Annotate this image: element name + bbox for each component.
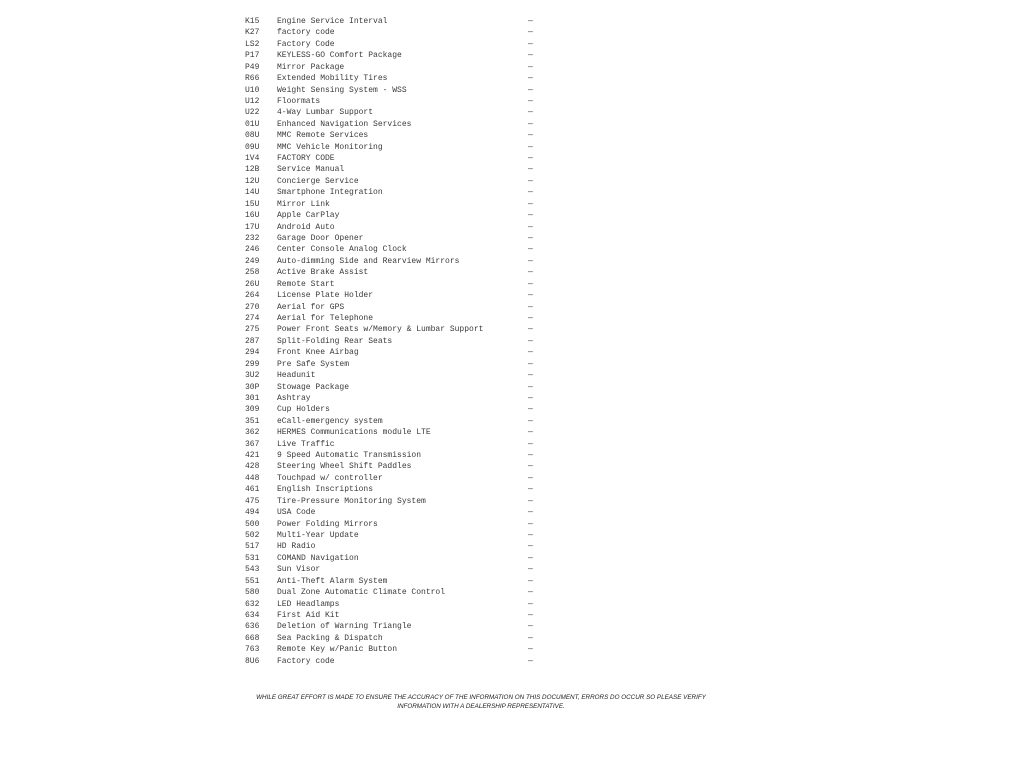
option-description: Dual Zone Automatic Climate Control: [277, 588, 446, 598]
option-code: 12B: [245, 165, 260, 175]
option-row: [245, 290, 545, 301]
option-description: Apple CarPlay: [277, 211, 340, 221]
option-code: 17U: [245, 222, 260, 232]
option-value: —: [528, 496, 533, 506]
option-value: —: [528, 359, 533, 369]
option-value: —: [528, 313, 533, 323]
option-code: 275: [245, 325, 260, 335]
option-row: [245, 153, 545, 164]
option-value: —: [528, 291, 533, 301]
option-description: Ashtray: [277, 393, 311, 403]
option-description: LED Headlamps: [277, 599, 340, 609]
option-code: 232: [245, 234, 260, 244]
option-row: [245, 382, 545, 393]
option-value: —: [528, 131, 533, 141]
option-value: —: [528, 142, 533, 152]
option-code: 475: [245, 496, 260, 506]
option-code: 249: [245, 256, 260, 266]
option-description: Auto-dimming Side and Rearview Mirrors: [277, 256, 460, 266]
option-value: —: [528, 371, 533, 381]
option-code: K15: [245, 17, 260, 26]
option-value: —: [528, 508, 533, 518]
option-code: 16U: [245, 211, 260, 221]
option-value: —: [528, 416, 533, 426]
option-description: Live Traffic: [277, 439, 335, 449]
option-code: 309: [245, 405, 260, 415]
option-value: —: [528, 428, 533, 438]
option-code: U22: [245, 108, 260, 118]
option-description: Enhanced Navigation Services: [277, 119, 412, 129]
option-code: 294: [245, 348, 260, 358]
option-row: [245, 519, 545, 530]
option-row: [245, 279, 545, 290]
option-description: COMAND Navigation: [277, 553, 359, 563]
option-value: —: [528, 348, 533, 358]
option-row: [245, 16, 545, 27]
option-code: 668: [245, 633, 260, 643]
option-description: Active Brake Assist: [277, 268, 369, 278]
option-value: —: [528, 336, 533, 346]
option-description: Power Folding Mirrors: [277, 519, 378, 529]
option-row: [245, 119, 545, 130]
option-code: 517: [245, 542, 260, 552]
option-description: Center Console Analog Clock: [277, 245, 407, 255]
option-code: 30P: [245, 382, 260, 392]
option-value: —: [528, 51, 533, 61]
option-value: —: [528, 542, 533, 552]
option-code: P17: [245, 51, 260, 61]
option-code: 264: [245, 291, 260, 301]
disclaimer-text: WHILE GREAT EFFORT IS MADE TO ENSURE THE ACCURACY OF THE INFORMATION ON THIS DOCUMENT, ERRORS DO OCCUR SO PLEASE VERIFY INFORMATION WITH A DEALERSHIP REPRESENTATIVE.: [256, 694, 706, 710]
option-description: Factory code: [277, 656, 335, 666]
option-row: [245, 210, 545, 221]
option-row: [245, 393, 545, 404]
option-row: [245, 324, 545, 335]
option-value: —: [528, 656, 533, 666]
option-row: [245, 222, 545, 233]
option-row: [245, 176, 545, 187]
option-row: [245, 541, 545, 552]
option-row: [245, 644, 545, 655]
option-row: [245, 530, 545, 541]
option-description: Aerial for GPS: [277, 302, 345, 312]
option-row: [245, 450, 545, 461]
option-value: —: [528, 325, 533, 335]
option-description: Front Knee Airbag: [277, 348, 359, 358]
option-value: —: [528, 485, 533, 495]
option-code: 367: [245, 439, 260, 449]
option-row: [245, 427, 545, 438]
option-code: U10: [245, 85, 260, 95]
option-code: 1V4: [245, 154, 260, 164]
option-code: U12: [245, 96, 260, 106]
option-code: 500: [245, 519, 260, 529]
option-row: [245, 599, 545, 610]
option-code: 763: [245, 645, 260, 655]
option-description: HD Radio: [277, 542, 316, 552]
option-description: Sun Visor: [277, 565, 321, 575]
option-value: —: [528, 576, 533, 586]
option-description: HERMES Communications module LTE: [277, 428, 431, 438]
option-description: USA Code: [277, 508, 316, 518]
option-value: —: [528, 211, 533, 221]
option-row: [245, 267, 545, 278]
option-code: 448: [245, 473, 260, 483]
option-description: First Aid Kit: [277, 610, 340, 620]
option-description: MMC Vehicle Monitoring: [277, 142, 383, 152]
option-value: —: [528, 462, 533, 472]
option-row: [245, 313, 545, 324]
option-code: P49: [245, 62, 260, 72]
option-description: Service Manual: [277, 165, 345, 175]
option-description: Mirror Link: [277, 199, 330, 209]
option-description: Pre Safe System: [277, 359, 350, 369]
option-description: Concierge Service: [277, 176, 359, 186]
option-row: [245, 347, 545, 358]
option-code: 01U: [245, 119, 260, 129]
option-row: [245, 62, 545, 73]
option-code: 543: [245, 565, 260, 575]
option-row: [245, 187, 545, 198]
option-description: Tire-Pressure Monitoring System: [277, 496, 426, 506]
option-value: —: [528, 519, 533, 529]
option-description: Extended Mobility Tires: [277, 74, 388, 84]
option-description: License Plate Holder: [277, 291, 374, 301]
option-description: Multi-Year Update: [277, 530, 359, 540]
option-row: [245, 576, 545, 587]
option-description: FACTORY CODE: [277, 154, 335, 164]
option-row: [245, 587, 545, 598]
option-description: Cup Holders: [277, 405, 330, 415]
option-code: 351: [245, 416, 260, 426]
option-description: Aerial for Telephone: [277, 313, 374, 323]
option-description: Engine Service Interval: [277, 17, 388, 26]
option-row: [245, 142, 545, 153]
option-row: [245, 564, 545, 575]
option-description: Split-Folding Rear Seats: [277, 336, 393, 346]
option-code: 461: [245, 485, 260, 495]
option-description: Sea Packing & Dispatch: [277, 633, 383, 643]
option-description: Stowage Package: [277, 382, 350, 392]
option-value: —: [528, 530, 533, 540]
option-description: Garage Door Opener: [277, 234, 364, 244]
option-description: Deletion of Warning Triangle: [277, 622, 412, 632]
option-code: 246: [245, 245, 260, 255]
option-value: —: [528, 268, 533, 278]
option-description: KEYLESS-GO Comfort Package: [277, 51, 402, 61]
option-code: 258: [245, 268, 260, 278]
option-value: —: [528, 74, 533, 84]
option-value: —: [528, 199, 533, 209]
option-value: —: [528, 553, 533, 563]
option-code: 26U: [245, 279, 260, 289]
option-code: R66: [245, 74, 260, 84]
options-list: [245, 16, 545, 667]
option-description: MMC Remote Services: [277, 131, 369, 141]
option-row: [245, 107, 545, 118]
option-row: [245, 621, 545, 632]
option-row: [245, 85, 545, 96]
option-code: 8U6: [245, 656, 260, 666]
option-row: [245, 404, 545, 415]
option-code: 09U: [245, 142, 260, 152]
option-value: —: [528, 439, 533, 449]
option-code: 428: [245, 462, 260, 472]
option-description: Mirror Package: [277, 62, 345, 72]
option-row: [245, 302, 545, 313]
option-code: 362: [245, 428, 260, 438]
option-value: —: [528, 188, 533, 198]
option-row: [245, 370, 545, 381]
option-code: 636: [245, 622, 260, 632]
option-row: [245, 473, 545, 484]
option-description: Weight Sensing System - WSS: [277, 85, 407, 95]
option-row: [245, 130, 545, 141]
option-value: —: [528, 451, 533, 461]
option-value: —: [528, 234, 533, 244]
option-value: —: [528, 176, 533, 186]
option-code: K27: [245, 28, 260, 38]
option-code: 502: [245, 530, 260, 540]
option-row: [245, 39, 545, 50]
option-row: [245, 73, 545, 84]
option-value: —: [528, 382, 533, 392]
option-row: [245, 553, 545, 564]
option-value: —: [528, 645, 533, 655]
option-value: —: [528, 28, 533, 38]
option-row: [245, 416, 545, 427]
option-value: —: [528, 165, 533, 175]
option-value: —: [528, 62, 533, 72]
option-code: 274: [245, 313, 260, 323]
option-description: Anti-Theft Alarm System: [277, 576, 388, 586]
option-description: 9 Speed Automatic Transmission: [277, 451, 422, 461]
option-value: —: [528, 565, 533, 575]
option-code: 580: [245, 588, 260, 598]
option-code: 632: [245, 599, 260, 609]
option-row: [245, 96, 545, 107]
option-value: —: [528, 256, 533, 266]
option-row: [245, 461, 545, 472]
option-code: LS2: [245, 39, 260, 49]
option-value: —: [528, 154, 533, 164]
option-value: —: [528, 622, 533, 632]
option-description: 4-Way Lumbar Support: [277, 108, 374, 118]
option-description: Factory Code: [277, 39, 335, 49]
option-value: —: [528, 393, 533, 403]
option-code: 421: [245, 451, 260, 461]
option-row: [245, 656, 545, 667]
option-description: Floormats: [277, 96, 321, 106]
option-row: [245, 359, 545, 370]
option-value: —: [528, 610, 533, 620]
option-value: —: [528, 96, 533, 106]
option-description: Headunit: [277, 371, 316, 381]
option-row: [245, 484, 545, 495]
option-code: 14U: [245, 188, 260, 198]
option-value: —: [528, 108, 533, 118]
option-value: —: [528, 599, 533, 609]
option-value: —: [528, 245, 533, 255]
option-description: Remote Start: [277, 279, 335, 289]
option-code: 299: [245, 359, 260, 369]
option-value: —: [528, 473, 533, 483]
option-code: 634: [245, 610, 260, 620]
option-description: Touchpad w/ controller: [277, 473, 383, 483]
option-row: [245, 336, 545, 347]
option-description: factory code: [277, 28, 335, 38]
option-value: —: [528, 119, 533, 129]
option-description: Steering Wheel Shift Paddles: [277, 462, 412, 472]
option-value: —: [528, 222, 533, 232]
option-row: [245, 199, 545, 210]
option-row: [245, 244, 545, 255]
option-description: eCall-emergency system: [277, 416, 383, 426]
option-value: —: [528, 588, 533, 598]
option-code: 3U2: [245, 371, 260, 381]
option-value: —: [528, 302, 533, 312]
option-row: [245, 233, 545, 244]
option-value: —: [528, 85, 533, 95]
option-code: 551: [245, 576, 260, 586]
option-description: Android Auto: [277, 222, 335, 232]
option-description: Remote Key w/Panic Button: [277, 645, 398, 655]
option-code: 287: [245, 336, 260, 346]
option-value: —: [528, 279, 533, 289]
option-description: English Inscriptions: [277, 485, 374, 495]
option-code: 12U: [245, 176, 260, 186]
option-value: —: [528, 17, 533, 26]
option-value: —: [528, 633, 533, 643]
option-row: [245, 439, 545, 450]
option-row: [245, 610, 545, 621]
option-row: [245, 496, 545, 507]
option-row: [245, 633, 545, 644]
option-row: [245, 50, 545, 61]
option-description: Smartphone Integration: [277, 188, 383, 198]
option-description: Power Front Seats w/Memory & Lumbar Support: [277, 325, 484, 335]
option-code: 494: [245, 508, 260, 518]
option-value: —: [528, 405, 533, 415]
option-code: 15U: [245, 199, 260, 209]
option-row: [245, 27, 545, 38]
option-row: [245, 164, 545, 175]
option-code: 301: [245, 393, 260, 403]
option-code: 531: [245, 553, 260, 563]
option-code: 08U: [245, 131, 260, 141]
option-value: —: [528, 39, 533, 49]
option-row: [245, 256, 545, 267]
option-code: 270: [245, 302, 260, 312]
option-row: [245, 507, 545, 518]
